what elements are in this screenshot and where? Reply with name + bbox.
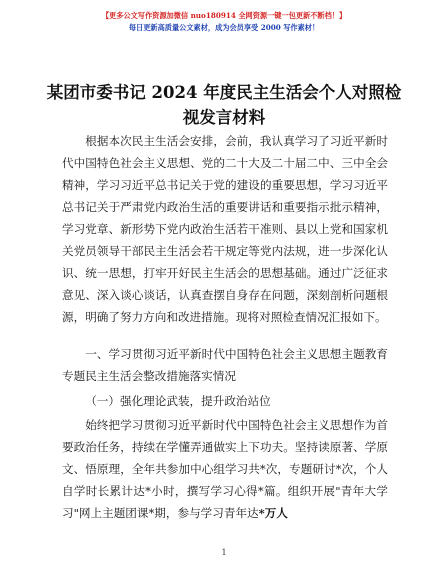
intro-paragraph: 根据本次民主生活会安排，会前，我认真学习了习近平新时代中国特色社会主义思想、党的二十大及二十届二中、三中全会精神，学习习近平总书记关于党的建设的重要思想，学习习近平总书记关于严肃党内政治生活的重要讲话和重要指示批示精神，学习党章、新形势下党内政治生活若干准则、县以上党和国家机关党员领导干部民主生活会若干规定等党内法规，进一步深化认识、统一思想，打牢开好民主生活会的思想基础。通过广泛征求意见、深入谈心谈话，认真查摆自身存在问题，深刻剖析问题根源，明确了努力方向和改进措施。现将对照检查情况汇报如下。 [62,134,388,324]
body-paragraph-2-text: 始终把学习贯彻习近平新时代中国特色社会主义思想作为首要政治任务，持续在学懂弄通做实上下功夫。坚持读原著、学原文、悟原理，全年共参加中心组学习共*次，专题研讨*次，个人自学时长累计达*小时，撰写学习心得*篇。组织开展"青年大学习"网上主题团课*期，参与学习青年达 [62,418,388,520]
body-paragraph-2 [62,414,388,524]
promo-banner [0,10,448,34]
promo-banner-line-1: 【更多公文写作资源加微信 nuo180914 全网资源一键一包更新不断档！】 [101,11,347,20]
page-number: 1 [221,548,227,557]
document-title: 某团市委书记 2024 年度民主生活会个人对照检视发言材料 [46,83,402,127]
promo-banner-line-2: 每日更新高质量公文素材，成为会员享受 2000 写作素材！ [128,23,320,32]
subsection-heading-1: （一）强化理论武装，提升政治站位 [85,394,271,408]
section-heading-1: 一、学习贯彻习近平新时代中国特色社会主义思想主题教育专题民主生活会整改措施落实情况 [62,347,388,383]
body-paragraph-2-emphasis: *万人 [258,506,288,520]
